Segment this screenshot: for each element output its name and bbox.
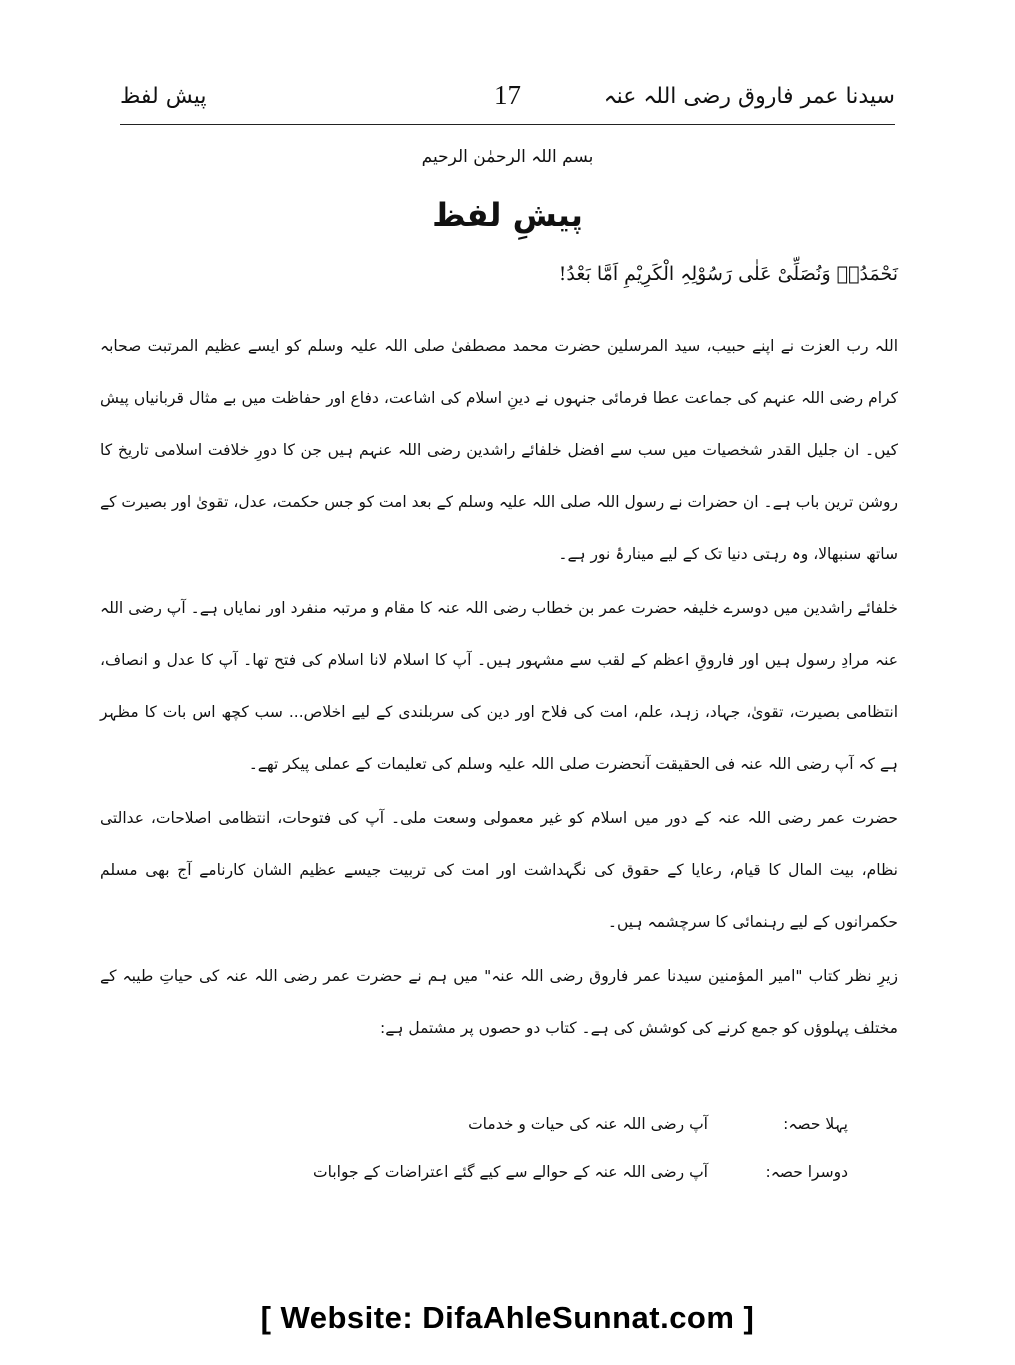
website-footer: [ Website: DifaAhleSunnat.com ] (260, 1300, 755, 1335)
body-text (100, 320, 898, 1054)
paragraph-2: خلفائے راشدین میں دوسرے خلیفہ حضرت عمر بن خطاب رضی اللہ عنہ کا مقام و مرتبہ منفرد اور نمایاں ہے۔ آپ رضی اللہ عنہ مرادِ رسول ہیں اور فاروقِ اعظم کے لقب سے مشہور ہیں۔ آپ کا اسلام لانا اسلام کی فتح تھا۔ آپ کا عدل و انصاف، انتظامی بصیرت، تقویٰ، جہاد، زہد، علم، امت کی فلاح اور دین کی سربلندی کے لیے اخلاص... سب کچھ اس بات کا مظہر ہے کہ آپ رضی اللہ عنہ فی الحقیقت آنحضرت صلی اللہ علیہ وسلم کی تعلیمات کے عملی پیکر تھے۔ (100, 599, 898, 773)
section-value: آپ رضی اللہ عنہ کے حوالے سے کیے گئے اعتراضات کے جوابات (313, 1163, 708, 1181)
running-book-title: سیدنا عمر فاروق رضی اللہ عنہ (603, 84, 895, 109)
bismillah: بسم اللہ الرحمٰن الرحیم (421, 147, 594, 167)
page-header (120, 80, 895, 124)
arabic-opening: نَحْمَدُہٗ وَنُصَلِّیْ عَلٰی رَسُوْلِہِ الْکَرِیْمِ اَمَّا بَعْدُ! (558, 263, 898, 285)
section-label: پہلا حصہ: (783, 1115, 848, 1133)
running-section-title: پیش لفظ (120, 84, 207, 109)
book-sections-list (300, 1115, 848, 1211)
header-rule (120, 124, 895, 125)
section-value: آپ رضی اللہ عنہ کی حیات و خدمات (468, 1115, 708, 1133)
section-row-2 (300, 1163, 848, 1211)
section-row-1 (300, 1115, 848, 1163)
page-number: 17 (494, 80, 521, 110)
chapter-title: پیشِ لفظ (432, 196, 583, 234)
paragraph-3: حضرت عمر رضی اللہ عنہ کے دور میں اسلام کو غیر معمولی وسعت ملی۔ آپ کی فتوحات، انتظامی اصلاحات، عدالتی نظام، بیت المال کا قیام، رعایا کے حقوق کی نگہداشت اور امت کی تربیت جیسے عظیم الشان کارنامے آج بھی مسلم حکمرانوں کے لیے رہنمائی کا سرچشمہ ہیں۔ (100, 809, 898, 931)
paragraph-1: اللہ رب العزت نے اپنے حبیب، سید المرسلین حضرت محمد مصطفیٰ صلی اللہ علیہ وسلم کو ایسے عظیم المرتبت صحابہ کرام رضی اللہ عنہم کی جماعت عطا فرمائی جنہوں نے دینِ اسلام کی اشاعت، دفاع اور حفاظت میں بے مثال قربانیاں پیش کیں۔ ان جلیل القدر شخصیات میں سب سے افضل خلفائے راشدین رضی اللہ عنہم ہیں جن کا دورِ خلافت اسلامی تاریخ کا روشن ترین باب ہے۔ ان حضرات نے رسول اللہ صلی اللہ علیہ وسلم کے بعد امت کو جس حکمت، عدل، تقویٰ اور بصیرت کے ساتھ سنبھالا، وہ رہتی دنیا تک کے لیے مینارۂ نور ہے۔ (100, 337, 898, 563)
section-label: دوسرا حصہ: (765, 1163, 848, 1181)
paragraph-4: زیرِ نظر کتاب "امیر المؤمنین سیدنا عمر فاروق رضی اللہ عنہ" میں ہم نے حضرت عمر رضی اللہ عنہ کی حیاتِ طیبہ کے مختلف پہلوؤں کو جمع کرنے کی کوشش کی ہے۔ کتاب دو حصوں پر مشتمل ہے: (100, 967, 898, 1037)
